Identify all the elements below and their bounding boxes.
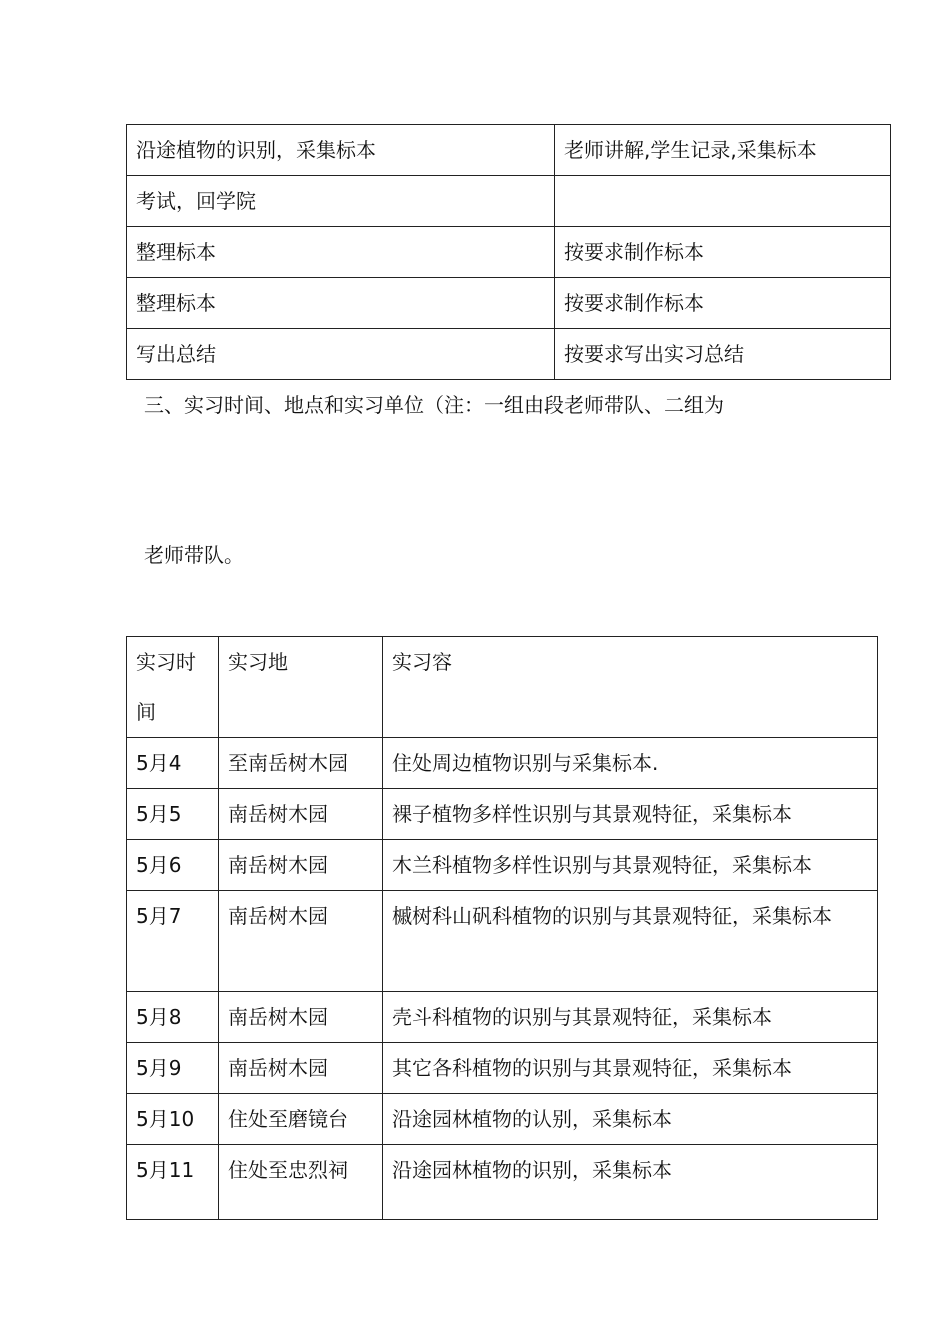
table-row [127,1145,878,1220]
section-heading: 三、实习时间、地点和实习单位（注：一组由段老师带队、二组为 [144,393,724,417]
table-row [127,738,878,789]
task-cell: 沿途植物的识别，采集标本 [127,125,555,176]
content-cell: 沿途园林植物的认别，采集标本 [383,1094,878,1145]
section-heading-continued: 老师带队。 [144,543,244,567]
task-cell: 整理标本 [127,227,555,278]
content-cell: 其它各科植物的识别与其景观特征，采集标本 [383,1043,878,1094]
content-cell: 木兰科植物多样性识别与其景观特征，采集标本 [383,840,878,891]
itinerary-table [126,636,878,1220]
time-cell: 5月5 [127,789,219,840]
content-cell: 裸子植物多样性识别与其景观特征，采集标本 [383,789,878,840]
time-cell: 5月11 [127,1145,219,1220]
content-cell: 沿途园林植物的识别，采集标本 [383,1145,878,1220]
method-cell [555,176,891,227]
method-cell: 按要求制作标本 [555,227,891,278]
method-cell: 按要求制作标本 [555,278,891,329]
table-row [127,125,891,176]
task-cell: 写出总结 [127,329,555,380]
header-place: 实习地 [219,637,383,738]
content-cell: 壳斗科植物的识别与其景观特征，采集标本 [383,992,878,1043]
table-row [127,176,891,227]
content-cell: 槭树科山矾科植物的识别与其景观特征，采集标本 [383,891,878,992]
table-row [127,992,878,1043]
time-cell: 5月4 [127,738,219,789]
header-content: 实习容 [383,637,878,738]
task-cell: 考试，回学院 [127,176,555,227]
time-cell: 5月7 [127,891,219,992]
place-cell: 南岳树木园 [219,1043,383,1094]
table-row [127,1094,878,1145]
table-header-row [127,637,878,738]
place-cell: 南岳树木园 [219,891,383,992]
task-cell: 整理标本 [127,278,555,329]
header-time: 实习时间 [127,637,219,738]
time-cell: 5月9 [127,1043,219,1094]
time-cell: 5月6 [127,840,219,891]
place-cell: 南岳树木园 [219,992,383,1043]
time-cell: 5月8 [127,992,219,1043]
schedule-table [126,124,891,380]
place-cell: 住处至忠烈祠 [219,1145,383,1220]
table-row [127,1043,878,1094]
method-cell: 老师讲解,学生记录,采集标本 [555,125,891,176]
place-cell: 住处至磨镜台 [219,1094,383,1145]
table-row [127,227,891,278]
table-row [127,789,878,840]
table-row [127,840,878,891]
time-cell: 5月10 [127,1094,219,1145]
method-cell: 按要求写出实习总结 [555,329,891,380]
table-row [127,329,891,380]
table-row [127,891,878,992]
place-cell: 南岳树木园 [219,789,383,840]
content-cell: 住处周边植物识别与采集标本. [383,738,878,789]
place-cell: 至南岳树木园 [219,738,383,789]
table-row [127,278,891,329]
place-cell: 南岳树木园 [219,840,383,891]
